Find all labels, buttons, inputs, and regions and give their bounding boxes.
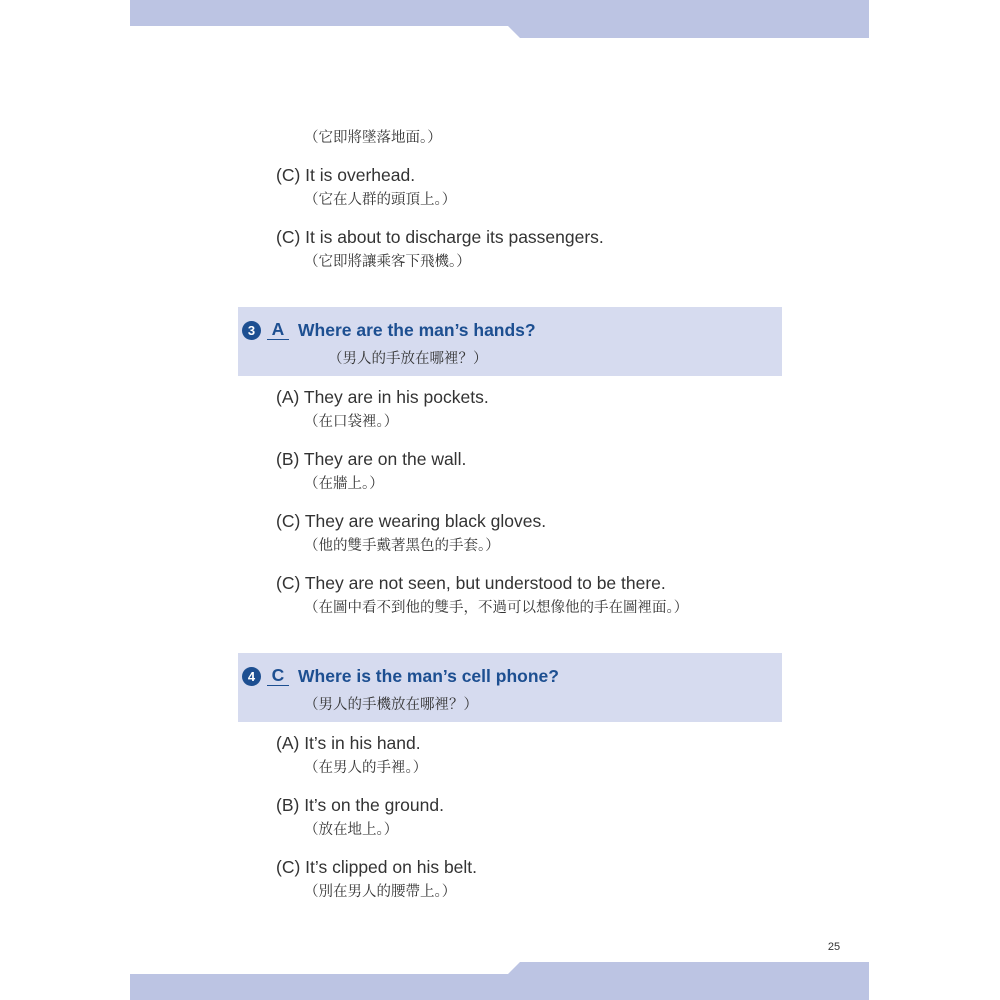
option-text: (C) It is about to discharge its passengers. — [276, 227, 604, 247]
question-translation: （男人的手放在哪裡？） — [328, 351, 488, 367]
option-text: (C) They are not seen, but understood to be there. — [276, 573, 666, 593]
option-translation: （它即將墜落地面。） — [304, 130, 442, 146]
option-text: (B) They are on the wall. — [276, 449, 467, 469]
option-text: (B) It’s on the ground. — [276, 795, 444, 815]
option-translation: （在牆上。） — [304, 476, 384, 492]
option-translation: （別在男人的腰帶上。） — [304, 884, 457, 900]
option-text: (C) It’s clipped on his belt. — [276, 857, 478, 877]
top-band — [0, 0, 1000, 40]
option-translation: （他的雙手戴著黑色的手套。） — [304, 538, 500, 554]
answer-letter: C — [267, 665, 289, 686]
question-number: 3 — [242, 321, 261, 340]
option-text: (C) It is overhead. — [276, 165, 416, 185]
question-header-4 — [238, 653, 782, 722]
bottom-band — [0, 960, 1000, 1000]
option-text: (C) They are wearing black gloves. — [276, 511, 547, 531]
question-text: Where is the man’s cell phone? — [298, 666, 559, 686]
question-translation: （男人的手機放在哪裡？） — [304, 697, 478, 713]
question-number: 4 — [242, 667, 261, 686]
option-translation: （在圖中看不到他的雙手，不過可以想像他的手在圖裡面。） — [304, 600, 689, 616]
page-number: 25 — [827, 941, 841, 953]
option-text: (A) They are in his pockets. — [276, 387, 489, 407]
question-text: Where are the man’s hands? — [298, 320, 536, 340]
answer-letter: A — [267, 319, 289, 340]
question-header-3 — [238, 307, 782, 376]
option-translation: （它在人群的頭頂上。） — [304, 192, 457, 208]
option-translation: （它即將讓乘客下飛機。） — [304, 254, 471, 270]
option-translation: （在男人的手裡。） — [304, 760, 428, 776]
option-text: (A) It’s in his hand. — [276, 733, 421, 753]
option-translation: （放在地上。） — [304, 822, 399, 838]
option-translation: （在口袋裡。） — [304, 414, 399, 430]
